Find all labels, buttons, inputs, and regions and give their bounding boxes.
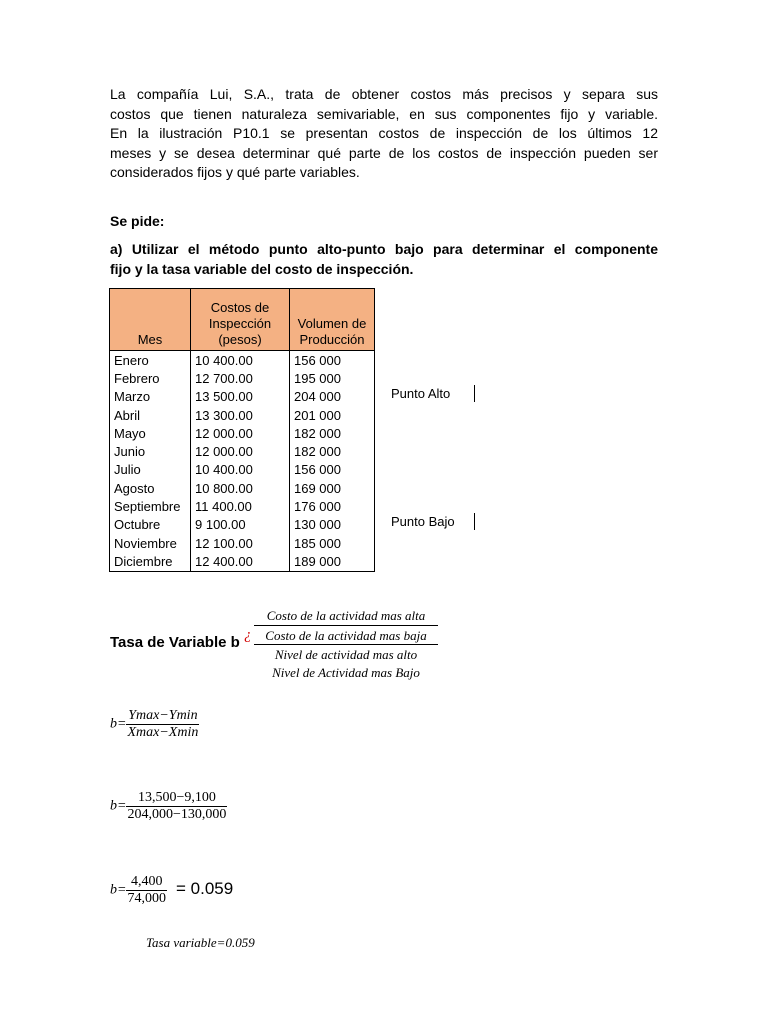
tasa-variable-label: Tasa de Variable b — [110, 634, 240, 651]
formula-numerator: 13,500−9,100 — [126, 790, 227, 807]
formula-numerator: 4,400 — [126, 874, 167, 891]
cell-mes: Agosto — [110, 479, 191, 497]
cell-volumen: 182 000 — [290, 442, 375, 460]
cell-volumen: 182 000 — [290, 424, 375, 442]
intro-line: En la ilustración P10.1 se presentan costos de inspección de los últimos 12 — [110, 125, 658, 141]
header-costos: Costos de Inspección (pesos) — [191, 289, 290, 351]
cell-mes: Julio — [110, 461, 191, 479]
cell-costo: 12 700.00 — [191, 369, 290, 387]
cell-costo: 12 100.00 — [191, 534, 290, 552]
formula-lhs: b= — [110, 798, 127, 814]
tasa-variable-result: Tasa variable=0.059 — [146, 935, 255, 950]
cell-volumen: 156 000 — [290, 351, 375, 370]
table-row — [110, 497, 375, 515]
cell-mes: Enero — [110, 351, 191, 370]
cell-mes: Mayo — [110, 424, 191, 442]
cell-costo: 10 400.00 — [191, 461, 290, 479]
table-row — [110, 388, 375, 406]
cell-mes: Febrero — [110, 369, 191, 387]
header-mes: Mes — [110, 289, 191, 351]
cell-volumen: 185 000 — [290, 534, 375, 552]
formula-result-value: = 0.059 — [176, 879, 234, 898]
cell-volumen: 195 000 — [290, 369, 375, 387]
cell-volumen: 201 000 — [290, 406, 375, 424]
table-header-row — [110, 289, 375, 351]
intro-paragraph — [110, 85, 658, 183]
formula-line: Costo de la actividad mas baja — [265, 627, 427, 643]
header-volumen: Volumen de Producción — [290, 289, 375, 351]
punto-alto-label: Punto Alto — [391, 386, 451, 401]
cell-volumen: 176 000 — [290, 497, 375, 515]
cell-mes: Marzo — [110, 388, 191, 406]
cell-mes: Septiembre — [110, 497, 191, 515]
table-row — [110, 461, 375, 479]
formula-general — [110, 708, 199, 741]
table-row — [110, 351, 375, 370]
text-cursor-mark — [474, 385, 475, 402]
table-row — [110, 479, 375, 497]
formula-line: Nivel de Actividad mas Bajo — [272, 664, 420, 680]
formula-line: Nivel de actividad mas alto — [274, 647, 418, 662]
table-row — [110, 534, 375, 552]
intro-line: costos que tienen naturaleza semivariable, en sus componentes fijo y variable. — [110, 105, 658, 122]
intro-line: La compañía Lui, S.A., trata de obtener costos más precisos y separa sus — [110, 86, 658, 102]
tasa-formula-fraction — [254, 607, 438, 681]
cell-mes: Diciembre — [110, 552, 191, 571]
question-a — [110, 240, 658, 279]
formula-substituted — [110, 790, 227, 823]
table-row — [110, 442, 375, 460]
table-row — [110, 424, 375, 442]
fraction-rule — [254, 644, 438, 645]
punto-bajo-label: Punto Bajo — [391, 514, 455, 529]
question-line: fijo y la tasa variable del costo de inspección. — [110, 260, 414, 277]
formula-line: Costo de la actividad mas alta — [266, 608, 426, 623]
fraction-rule — [254, 625, 438, 626]
cell-mes: Octubre — [110, 516, 191, 534]
cell-mes: Noviembre — [110, 534, 191, 552]
placeholder-glyph: ¿ — [244, 627, 252, 643]
cell-mes: Junio — [110, 442, 191, 460]
cell-costo: 10 400.00 — [191, 351, 290, 370]
cell-costo: 12 000.00 — [191, 442, 290, 460]
formula-lhs: b= — [110, 716, 127, 732]
table-row — [110, 406, 375, 424]
table-row — [110, 516, 375, 534]
cell-volumen: 189 000 — [290, 552, 375, 571]
text-cursor-mark — [474, 513, 475, 530]
question-line: a) Utilizar el método punto alto-punto bajo para determinar el componente — [110, 241, 658, 257]
formula-denominator: Xmax−Xmin — [127, 725, 199, 740]
cell-costo: 9 100.00 — [191, 516, 290, 534]
cell-costo: 11 400.00 — [191, 497, 290, 515]
intro-line: meses y se desea determinar qué parte de los costos de inspección pueden ser — [110, 144, 658, 161]
formula-lhs: b= — [110, 882, 127, 898]
cell-mes: Abril — [110, 406, 191, 424]
cell-costo: 13 500.00 — [191, 388, 290, 406]
formula-denominator: 74,000 — [127, 891, 166, 906]
cell-volumen: 204 000 — [290, 388, 375, 406]
formula-denominator: 204,000−130,000 — [127, 807, 227, 822]
cell-costo: 12 000.00 — [191, 424, 290, 442]
table-row — [110, 552, 375, 571]
cell-costo: 12 400.00 — [191, 552, 290, 571]
cell-volumen: 156 000 — [290, 461, 375, 479]
inspection-costs-table — [109, 288, 375, 572]
formula-numerator: Ymax−Ymin — [128, 708, 198, 723]
cell-costo: 13 300.00 — [191, 406, 290, 424]
formula-result — [110, 874, 167, 907]
cell-volumen: 169 000 — [290, 479, 375, 497]
intro-line: considerados fijos y qué parte variables. — [110, 164, 360, 180]
table-row — [110, 369, 375, 387]
cell-volumen: 130 000 — [290, 516, 375, 534]
cell-costo: 10 800.00 — [191, 479, 290, 497]
se-pide-heading: Se pide: — [110, 213, 165, 229]
